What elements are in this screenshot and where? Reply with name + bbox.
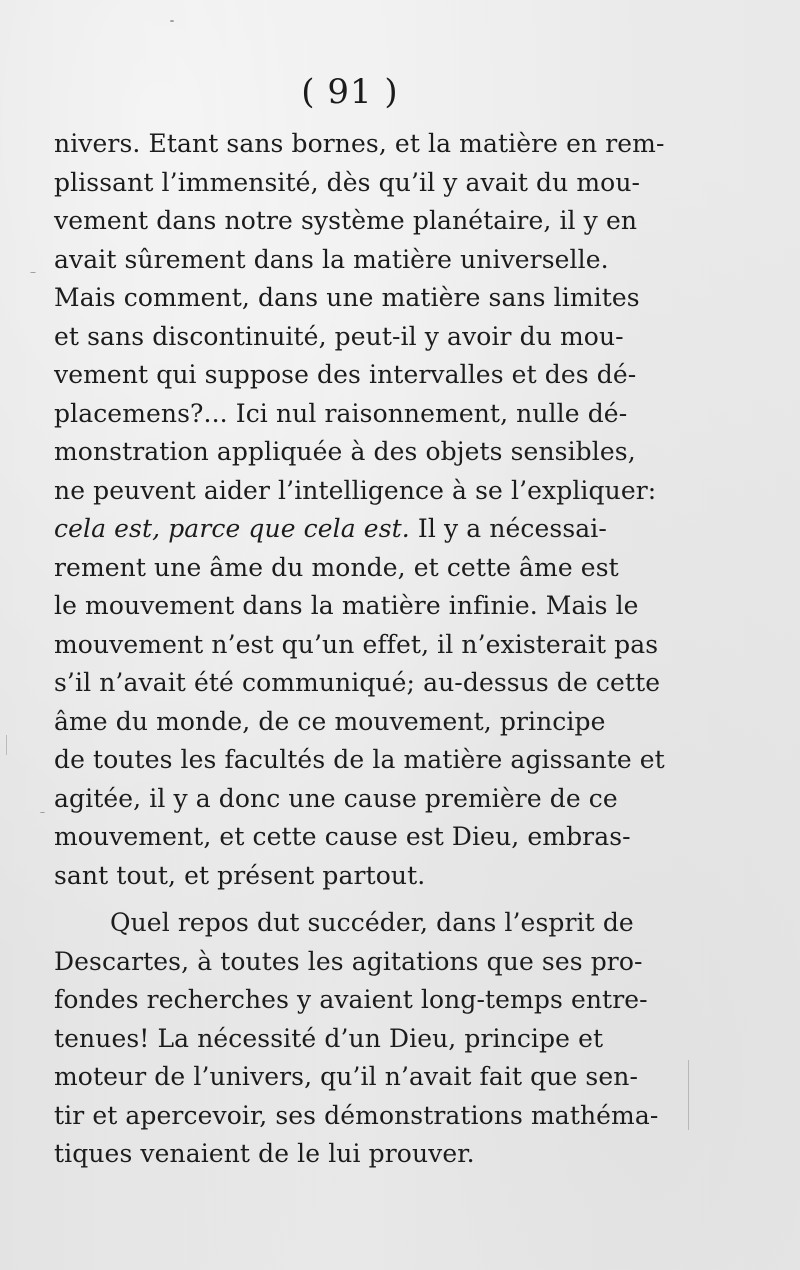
text-line: âme du monde, de ce mouvement, principe [54,706,606,736]
text-line: Mais comment, dans une matière sans limites [54,283,640,312]
text-line: moteur de l’univers, qu’il n’avait fait que sen- [54,1062,638,1091]
margin-mark [688,1060,689,1130]
text-line: le mouvement dans la matière infinie. Mais le [54,591,639,620]
text-line: placemens?... Ici nul raisonnement, nulle dé- [54,398,628,428]
text-line: et sans discontinuité, peut-il y avoir du mou- [54,321,624,351]
page-number: ( 91 ) [301,72,399,112]
text-line: Descartes, à toutes les agitations que ses pro- [54,946,643,976]
text-line: tiques venaient de le lui prouver. [54,1139,475,1168]
text-line: Quel repos dut succéder, dans l’esprit de [110,908,634,937]
text-line: de toutes les facultés de la matière agissante et [54,745,665,774]
text-line: s’il n’avait été communiqué; au-dessus de cette [54,668,661,697]
text-line-mixed [54,510,654,549]
text-line: plissant l’immensité, dès qu’il y avait du mou- [54,167,641,197]
paper-speck [40,812,45,813]
text-line: agitée, il y a donc une cause première de ce [54,783,618,813]
text-line: monstration appliquée à des objets sensibles, [54,437,636,466]
text-line-rest: Il y a nécessai- [409,514,607,543]
paper-speck [170,20,174,22]
body-text [54,125,665,1174]
text-line: rement une âme du monde, et cette âme est [54,552,619,582]
text-line: nivers. Etant sans bornes, et la matière en rem- [54,129,665,158]
paragraph-gap [54,895,654,904]
text-line: ne peuvent aider l’intelligence à se l’expliquer: [54,475,657,505]
text-line: mouvement, et cette cause est Dieu, embras- [54,822,631,851]
text-line: mouvement n’est qu’un effet, il n’existerait pas [54,629,659,659]
paper-speck [30,272,36,273]
text-line: tenues! La nécessité d’un Dieu, principe et [54,1023,604,1053]
margin-mark [6,735,7,755]
text-line: vement qui suppose des intervalles et des dé- [54,360,637,389]
text-line: vement dans notre système planétaire, il y en [54,206,638,235]
text-line: fondes recherches y avaient long-temps entre- [54,985,648,1014]
italic-phrase: cela est, parce que cela est. [54,514,410,543]
text-line: avait sûrement dans la matière universelle. [54,244,609,274]
text-line: sant tout, et présent partout. [54,860,426,890]
text-line: tir et apercevoir, ses démonstrations mathéma- [54,1100,659,1130]
